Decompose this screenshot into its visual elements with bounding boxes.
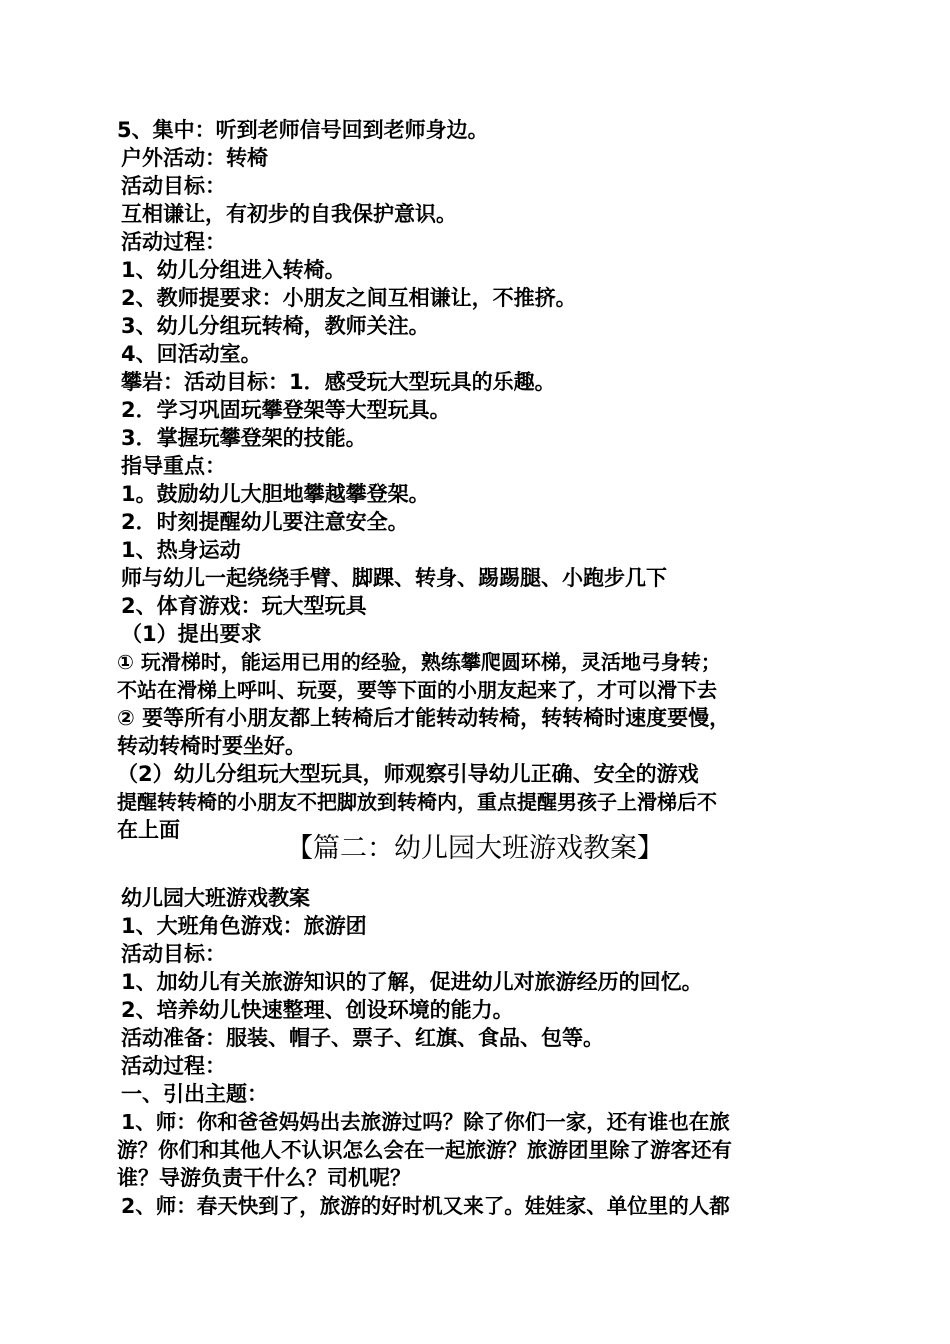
text-line: 3．掌握玩攀登架的技能。	[121, 426, 367, 450]
text-line: 1、幼儿分组进入转椅。	[121, 258, 346, 282]
text-line: 游？你们和其他人不认识怎么会在一起旅游？旅游团里除了游客还有	[117, 1138, 732, 1162]
text-line: 转动转椅时要坐好。	[117, 734, 306, 758]
text-line: 师与幼儿一起绕绕手臂、脚踝、转身、踢踢腿、小跑步几下	[121, 566, 667, 590]
text-line: 1、大班角色游戏：旅游团	[121, 914, 367, 938]
text-line: 2．学习巩固玩攀登架等大型玩具。	[121, 398, 451, 422]
text-line: 活动目标：	[121, 174, 226, 198]
text-line: 不站在滑梯上呼叫、玩耍，要等下面的小朋友起来了，才可以滑下去	[117, 678, 717, 702]
text-line: 2、培养幼儿快速整理、创设环境的能力。	[121, 998, 514, 1022]
text-line: 2、教师提要求：小朋友之间互相谦让，不推挤。	[121, 286, 577, 310]
text-line: 3、幼儿分组玩转椅，教师关注。	[121, 314, 430, 338]
text-line: 5、集中：听到老师信号回到老师身边。	[117, 118, 489, 142]
text-line: ① 玩滑梯时，能运用已用的经验，熟练攀爬圆环梯，灵活地弓身转；	[117, 650, 721, 674]
text-line: 1。鼓励幼儿大胆地攀越攀登架。	[121, 482, 430, 506]
text-line: 户外活动：转椅	[121, 146, 268, 170]
text-line: 互相谦让，有初步的自我保护意识。	[121, 202, 457, 226]
text-line: 一、引出主题：	[121, 1082, 268, 1106]
text-line: 4、回活动室。	[121, 342, 262, 366]
text-line: 活动过程：	[121, 230, 226, 254]
text-line: 指导重点：	[121, 454, 226, 478]
text-line: 1、师：你和爸爸妈妈出去旅游过吗？除了你们一家，还有谁也在旅	[121, 1110, 730, 1134]
text-line: 谁？导游负责干什么？司机呢？	[117, 1166, 411, 1190]
text-line: 活动过程：	[121, 1054, 226, 1078]
text-line: 在上面	[117, 818, 180, 842]
text-line: （1）提出要求	[121, 622, 262, 646]
text-line: 活动准备：服装、帽子、票子、红旗、食品、包等。	[121, 1026, 604, 1050]
text-line: 攀岩：活动目标：1．感受玩大型玩具的乐趣。	[121, 370, 556, 394]
section-heading: 【篇二：幼儿园大班游戏教案】	[286, 833, 664, 864]
text-line: 提醒转转椅的小朋友不把脚放到转椅内，重点提醒男孩子上滑梯后不	[117, 790, 717, 814]
text-line: （2）幼儿分组玩大型玩具，师观察引导幼儿正确、安全的游戏	[117, 762, 699, 786]
text-line: 2、体育游戏：玩大型玩具	[121, 594, 367, 618]
text-line: 2、师：春天快到了，旅游的好时机又来了。娃娃家、单位里的人都	[121, 1194, 730, 1218]
text-line: 幼儿园大班游戏教案	[121, 886, 310, 910]
text-line: 1、热身运动	[121, 538, 241, 562]
text-line: 2．时刻提醒幼儿要注意安全。	[121, 510, 409, 534]
text-line: 活动目标：	[121, 942, 226, 966]
text-line: ② 要等所有小朋友都上转椅后才能转动转椅，转转椅时速度要慢，	[117, 706, 731, 730]
text-line: 1、加幼儿有关旅游知识的了解，促进幼儿对旅游经历的回忆。	[121, 970, 703, 994]
